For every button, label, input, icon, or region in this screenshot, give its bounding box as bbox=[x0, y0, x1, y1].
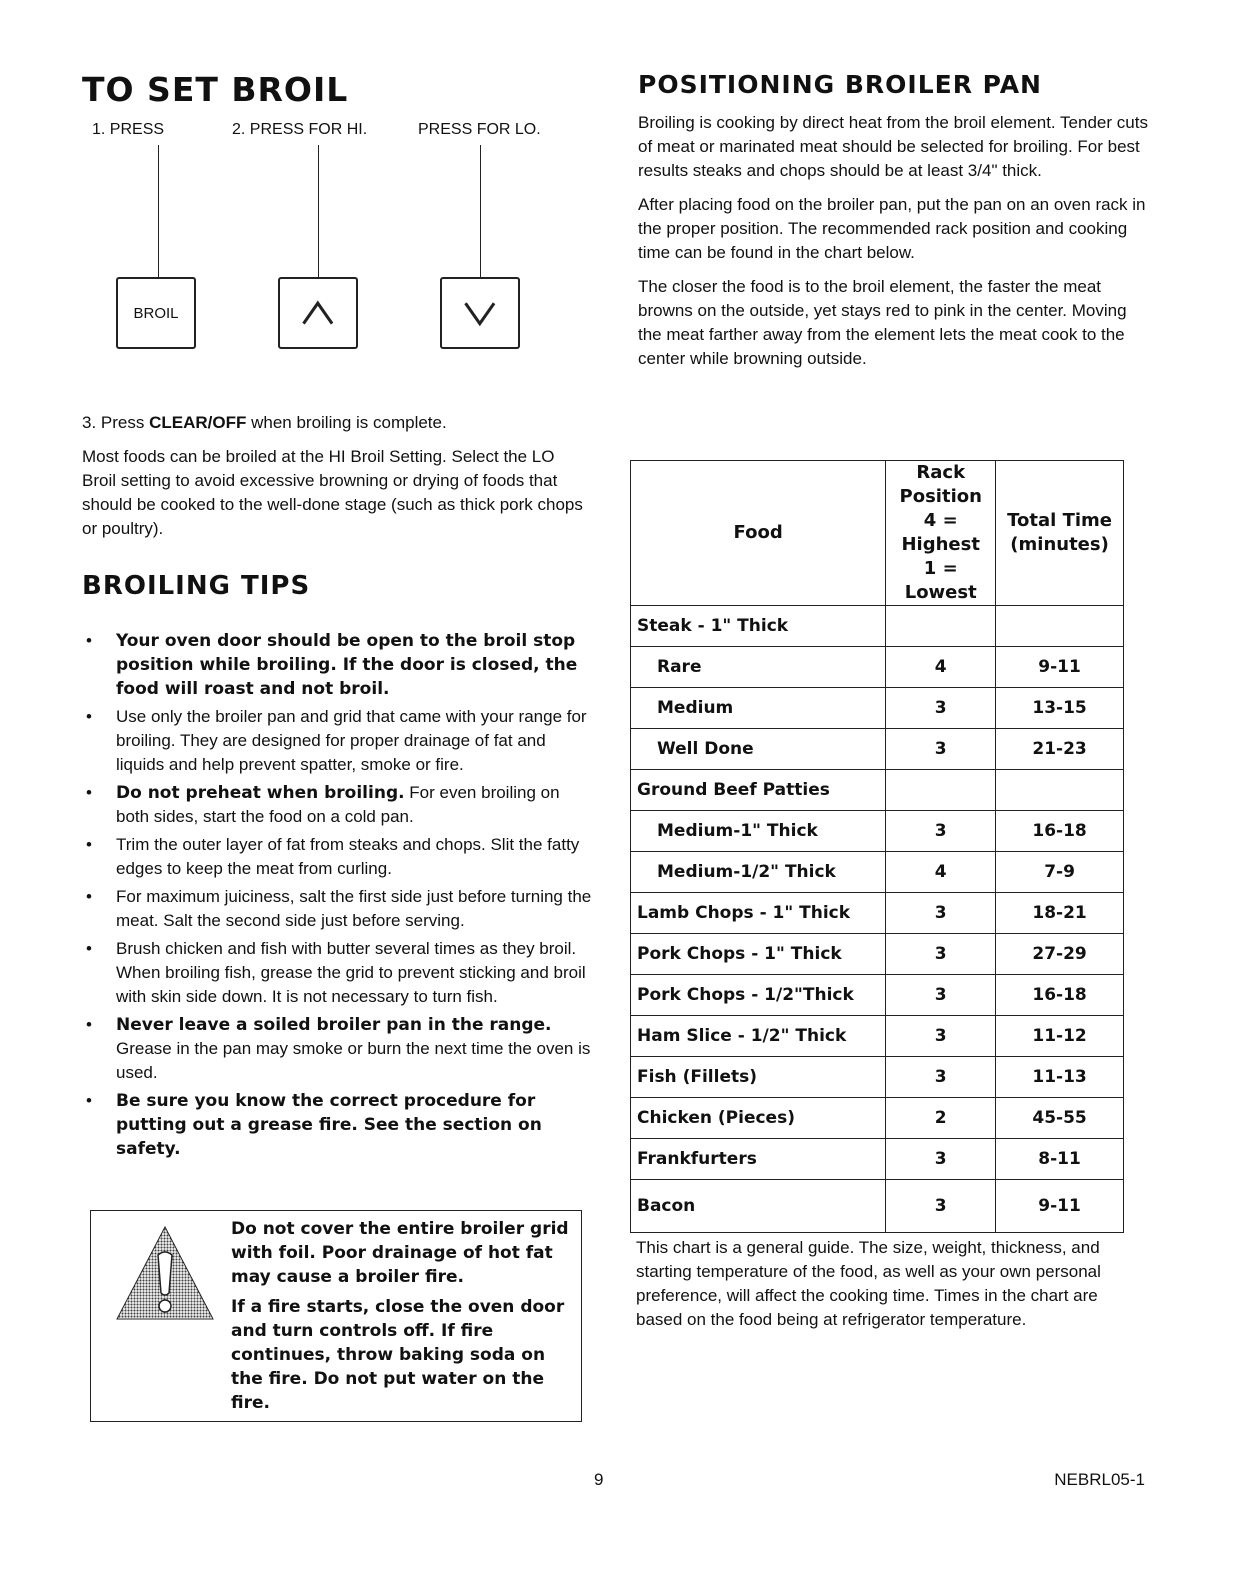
down-arrow-icon bbox=[457, 293, 503, 334]
rack-cell: 3 bbox=[886, 1180, 996, 1233]
tip-item bbox=[82, 833, 592, 881]
warning-text bbox=[231, 1217, 571, 1421]
time-cell: 11-12 bbox=[996, 1016, 1124, 1057]
tip-item bbox=[82, 937, 592, 1009]
time-cell: 8-11 bbox=[996, 1139, 1124, 1180]
connector-line bbox=[480, 145, 481, 277]
connector-line bbox=[318, 145, 319, 277]
header-rack-line: Position bbox=[899, 486, 982, 507]
time-cell: 16-18 bbox=[996, 811, 1124, 852]
header-time-line: Total Time bbox=[1007, 510, 1112, 531]
table-row bbox=[631, 606, 1124, 647]
warning-line-2: If a fire starts, close the oven door and turn controls off. If fire continues, throw baking soda on the fire. Do not put water on the fire. bbox=[231, 1297, 565, 1413]
tip-item bbox=[82, 1089, 592, 1161]
header-rack-line: Rack bbox=[916, 462, 966, 483]
food-cell: Frankfurters bbox=[631, 1139, 886, 1180]
food-cell: Medium-1" Thick bbox=[631, 811, 886, 852]
table-row bbox=[631, 1016, 1124, 1057]
food-cell: Well Done bbox=[631, 729, 886, 770]
table-row bbox=[631, 811, 1124, 852]
header-rack-line: 1 = Lowest bbox=[904, 558, 977, 603]
table-row bbox=[631, 688, 1124, 729]
food-cell: Bacon bbox=[631, 1180, 886, 1233]
tip-text: Use only the broiler pan and grid that came with your range for broiling. They are designed for proper drainage of fat and liquids and help prevent spatter, smoke or fire. bbox=[116, 707, 587, 774]
food-cell: Ham Slice - 1/2" Thick bbox=[631, 1016, 886, 1057]
warning-box bbox=[90, 1210, 582, 1422]
tip-item bbox=[82, 705, 592, 777]
food-cell: Chicken (Pieces) bbox=[631, 1098, 886, 1139]
positioning-paragraph-3: The closer the food is to the broil element, the faster the meat browns on the outside, yet stays red to pink in the center. Moving the meat farther away from the element lets the meat cook to the center while browning outside. bbox=[638, 277, 1127, 368]
positioning-paragraph-1: Broiling is cooking by direct heat from the broil element. Tender cuts of meat or marinated meat should be selected for broiling. For best results steaks and chops should be at least 3/4" thick. bbox=[638, 113, 1148, 180]
table-row bbox=[631, 1139, 1124, 1180]
rack-cell: 3 bbox=[886, 975, 996, 1016]
time-cell: 13-15 bbox=[996, 688, 1124, 729]
right-column bbox=[638, 70, 1148, 381]
food-cell: Medium bbox=[631, 688, 886, 729]
table-row bbox=[631, 1098, 1124, 1139]
tip-text: Grease in the pan may smoke or burn the next time the oven is used. bbox=[116, 1039, 591, 1082]
rack-cell: 2 bbox=[886, 1098, 996, 1139]
food-cell: Pork Chops - 1/2"Thick bbox=[631, 975, 886, 1016]
food-cell: Ground Beef Patties bbox=[631, 770, 886, 811]
warning-line-1: Do not cover the entire broiler grid with foil. Poor drainage of hot fat may cause a broiler fire. bbox=[231, 1219, 569, 1287]
time-cell: 7-9 bbox=[996, 852, 1124, 893]
tip-bold: Never leave a soiled broiler pan in the range. bbox=[116, 1015, 552, 1035]
tip-text: For maximum juiciness, salt the first side just before turning the meat. Salt the second side just before serving. bbox=[116, 887, 592, 930]
table-row bbox=[631, 893, 1124, 934]
connector-line bbox=[158, 145, 159, 277]
page-number: 9 bbox=[594, 1470, 604, 1489]
up-arrow-icon bbox=[295, 293, 341, 334]
step2-label: 2. PRESS FOR HI. bbox=[232, 121, 368, 138]
table-row bbox=[631, 852, 1124, 893]
table-row bbox=[631, 1057, 1124, 1098]
tip-bold: Be sure you know the correct procedure for putting out a grease fire. See the section on safety. bbox=[116, 1091, 542, 1159]
time-cell: 45-55 bbox=[996, 1098, 1124, 1139]
time-cell: 9-11 bbox=[996, 647, 1124, 688]
chart-header-row bbox=[631, 461, 1124, 606]
broil-key-label: BROIL bbox=[133, 304, 179, 322]
set-broil-title: TO SET BROIL bbox=[82, 70, 349, 109]
tip-text: Trim the outer layer of fat from steaks and chops. Slit the fatty edges to keep the meat from curling. bbox=[116, 835, 580, 878]
rack-cell: 3 bbox=[886, 811, 996, 852]
time-cell: 11-13 bbox=[996, 1057, 1124, 1098]
food-cell: Steak - 1" Thick bbox=[631, 606, 886, 647]
rack-cell bbox=[886, 606, 996, 647]
table-row bbox=[631, 770, 1124, 811]
rack-cell: 3 bbox=[886, 1139, 996, 1180]
food-cell: Lamb Chops - 1" Thick bbox=[631, 893, 886, 934]
rack-cell: 3 bbox=[886, 688, 996, 729]
clear-off-label: CLEAR/OFF bbox=[149, 413, 247, 432]
tip-text: Brush chicken and fish with butter several times as they broil. When broiling fish, grease the grid to prevent sticking and broil with skin side down. It is not necessary to turn fish. bbox=[116, 939, 586, 1006]
document-code: NEBRL05-1 bbox=[1054, 1470, 1145, 1489]
broil-steps-diagram bbox=[82, 121, 592, 322]
step3-text bbox=[82, 411, 592, 435]
table-row bbox=[631, 729, 1124, 770]
rack-cell: 3 bbox=[886, 1016, 996, 1057]
broil-setting-paragraph: Most foods can be broiled at the HI Broil Setting. Select the LO Broil setting to avoid excessive browning or drying of foods that should be cooked to the well-done stage (such as thick pork chops or poultry). bbox=[82, 447, 583, 538]
time-cell: 16-18 bbox=[996, 975, 1124, 1016]
tip-item bbox=[82, 885, 592, 933]
rack-cell: 3 bbox=[886, 934, 996, 975]
chart-body bbox=[631, 606, 1124, 1233]
table-row bbox=[631, 934, 1124, 975]
positioning-paragraph-2: After placing food on the broiler pan, put the pan on an oven rack in the proper position. The recommended rack position and cooking time can be found in the chart below. bbox=[638, 195, 1146, 262]
rack-cell bbox=[886, 770, 996, 811]
time-cell: 9-11 bbox=[996, 1180, 1124, 1233]
broiling-chart bbox=[630, 460, 1124, 1233]
header-food: Food bbox=[631, 461, 886, 606]
tip-item bbox=[82, 1013, 592, 1085]
rack-cell: 4 bbox=[886, 647, 996, 688]
food-cell: Rare bbox=[631, 647, 886, 688]
header-time-line: (minutes) bbox=[1010, 534, 1109, 555]
rack-cell: 3 bbox=[886, 1057, 996, 1098]
header-time bbox=[996, 461, 1124, 606]
header-rack bbox=[886, 461, 996, 606]
food-cell: Pork Chops - 1" Thick bbox=[631, 934, 886, 975]
food-cell: Fish (Fillets) bbox=[631, 1057, 886, 1098]
header-rack-line: 4 = Highest bbox=[901, 510, 980, 555]
time-cell: 27-29 bbox=[996, 934, 1124, 975]
broil-key[interactable] bbox=[116, 277, 196, 349]
table-row bbox=[631, 1180, 1124, 1233]
chart-footnote: This chart is a general guide. The size, weight, thickness, and starting temperature of the food, as well as your own personal preference, will affect the cooking time. Times in the chart are based on the food being at refrigerator temperature. bbox=[636, 1238, 1101, 1329]
step3-prefix: 3. Press bbox=[82, 413, 150, 432]
tip-bold: Your oven door should be open to the broil stop position while broiling. If the door is closed, the food will roast and not broil. bbox=[116, 631, 578, 699]
tip-item bbox=[82, 629, 592, 701]
positioning-title: POSITIONING BROILER PAN bbox=[638, 70, 1042, 99]
step3-suffix: when broiling is complete. bbox=[246, 413, 447, 432]
table-row bbox=[631, 647, 1124, 688]
tip-text: For even broiling on both sides, start the food on a cold pan. bbox=[116, 783, 560, 826]
food-cell: Medium-1/2" Thick bbox=[631, 852, 886, 893]
tip-item bbox=[82, 781, 592, 829]
step1-label: 1. PRESS bbox=[92, 121, 165, 138]
up-arrow-key[interactable] bbox=[278, 277, 358, 349]
down-arrow-key[interactable] bbox=[440, 277, 520, 349]
table-row bbox=[631, 975, 1124, 1016]
time-cell: 18-21 bbox=[996, 893, 1124, 934]
left-column bbox=[82, 70, 592, 1165]
tips-list bbox=[82, 629, 592, 1161]
rack-cell: 4 bbox=[886, 852, 996, 893]
broiling-tips-title: BROILING TIPS bbox=[82, 571, 311, 601]
time-cell bbox=[996, 770, 1124, 811]
step2b-label: PRESS FOR LO. bbox=[418, 121, 541, 138]
warning-triangle-icon bbox=[115, 1225, 215, 1321]
rack-cell: 3 bbox=[886, 893, 996, 934]
rack-cell: 3 bbox=[886, 729, 996, 770]
time-cell bbox=[996, 606, 1124, 647]
time-cell: 21-23 bbox=[996, 729, 1124, 770]
tip-bold: Do not preheat when broiling. bbox=[116, 783, 405, 803]
